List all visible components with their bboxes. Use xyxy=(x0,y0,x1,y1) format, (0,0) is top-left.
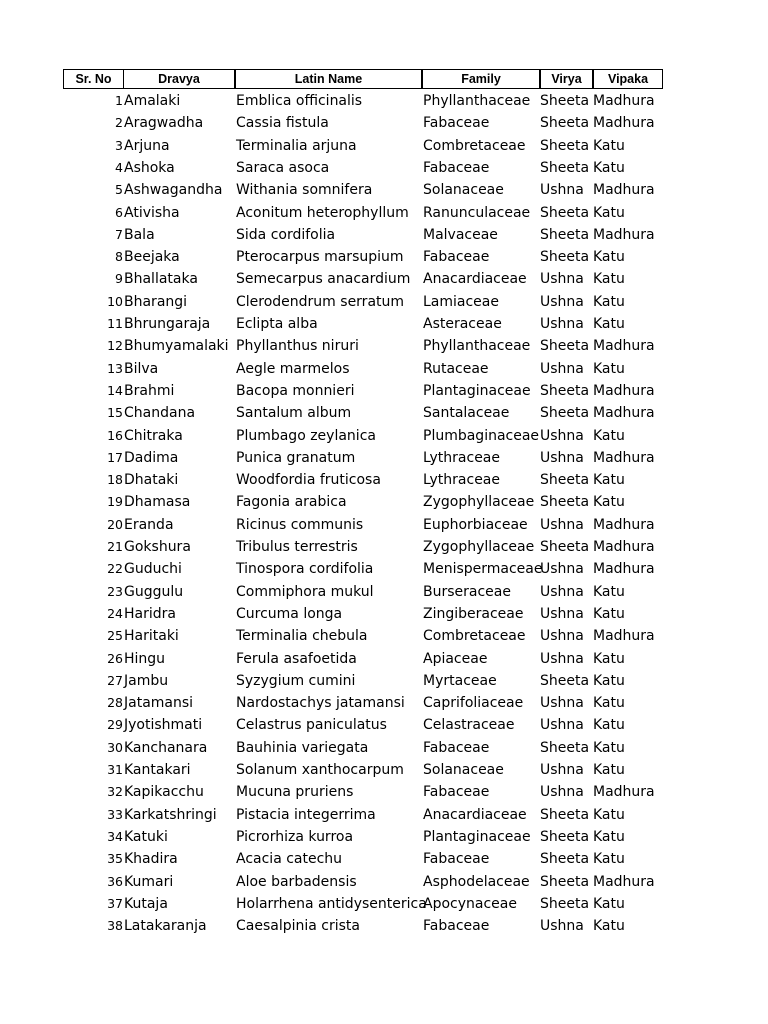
sr-no-cell: 36 xyxy=(107,873,123,889)
latin-name-cell: Woodfordia fruticosa xyxy=(236,472,381,489)
latin-name-cell: Fagonia arabica xyxy=(236,494,347,511)
latin-name-cell: Holarrhena antidysenterica xyxy=(236,895,427,912)
dravya-cell: Bhumyamalaki xyxy=(124,338,229,355)
dravya-cell: Katuki xyxy=(124,828,168,845)
table-row xyxy=(63,224,663,246)
vipaka-cell: Madhura xyxy=(593,784,655,801)
family-cell: Lythraceae xyxy=(423,449,500,466)
family-cell: Combretaceae xyxy=(423,137,526,154)
vipaka-cell: Madhura xyxy=(593,338,655,355)
sr-no-cell: 28 xyxy=(107,695,123,711)
family-cell: Zygophyllaceae xyxy=(423,494,535,511)
table-row xyxy=(63,402,663,424)
virya-cell: Sheeta xyxy=(540,828,590,845)
vipaka-cell: Katu xyxy=(593,204,625,221)
virya-cell: Ushna xyxy=(540,293,584,310)
vipaka-cell: Madhura xyxy=(593,226,655,243)
sr-no-cell: 3 xyxy=(115,137,123,153)
latin-name-cell: Plumbago zeylanica xyxy=(236,427,376,444)
latin-name-cell: Bauhinia variegata xyxy=(236,739,369,756)
header-sr-no: Sr. No xyxy=(63,69,124,89)
latin-name-cell: Terminalia arjuna xyxy=(236,137,357,154)
sr-no-cell: 26 xyxy=(107,650,123,666)
table-row xyxy=(63,915,663,937)
family-cell: Apiaceae xyxy=(423,650,488,667)
table-row xyxy=(63,246,663,268)
vipaka-cell: Madhura xyxy=(593,516,655,533)
sr-no-cell: 14 xyxy=(107,382,123,398)
family-cell: Fabaceae xyxy=(423,159,490,176)
latin-name-cell: Eclipta alba xyxy=(236,316,318,332)
table-row xyxy=(63,491,663,513)
dravya-cell: Khadira xyxy=(124,851,178,868)
sr-no-cell: 24 xyxy=(107,605,123,621)
vipaka-cell: Madhura xyxy=(593,182,655,199)
latin-name-cell: Sida cordifolia xyxy=(236,226,336,243)
table-row xyxy=(63,447,663,469)
table-row xyxy=(63,425,663,447)
family-cell: Malvaceae xyxy=(423,226,498,243)
latin-name-cell: Solanum xanthocarpum xyxy=(236,762,404,778)
vipaka-cell: Madhura xyxy=(593,405,655,422)
table-row xyxy=(63,380,663,402)
vipaka-cell: Madhura xyxy=(593,628,655,645)
family-cell: Fabaceae xyxy=(423,918,490,935)
sr-no-cell: 5 xyxy=(115,182,123,198)
table-row xyxy=(63,759,663,781)
virya-cell: Ushna xyxy=(540,583,584,600)
vipaka-cell: Katu xyxy=(593,472,625,489)
latin-name-cell: Santalum album xyxy=(236,405,352,422)
family-cell: Santalaceae xyxy=(423,405,510,422)
dravya-cell: Brahmi xyxy=(124,382,175,399)
virya-cell: Sheeta xyxy=(540,539,590,555)
virya-cell: Ushna xyxy=(540,650,584,667)
dravya-cell: Guduchi xyxy=(124,561,182,578)
virya-cell: Sheeta xyxy=(540,226,590,243)
virya-cell: Ushna xyxy=(540,695,584,712)
sr-no-cell: 30 xyxy=(107,739,123,755)
virya-cell: Ushna xyxy=(540,271,584,288)
virya-cell: Ushna xyxy=(540,427,584,444)
vipaka-cell: Katu xyxy=(593,895,625,912)
virya-cell: Ushna xyxy=(540,784,584,801)
vipaka-cell: Katu xyxy=(593,851,625,868)
dravya-cell: Jatamansi xyxy=(124,695,194,712)
sr-no-cell: 25 xyxy=(107,628,123,644)
header-virya: Virya xyxy=(540,69,593,89)
table-row xyxy=(63,848,663,870)
virya-cell: Sheeta xyxy=(540,494,590,511)
vipaka-cell: Katu xyxy=(593,271,625,288)
dravya-cell: Bhrungaraja xyxy=(124,316,211,332)
dravya-cell: Guggulu xyxy=(124,583,184,600)
family-cell: Fabaceae xyxy=(423,739,490,756)
virya-cell: Ushna xyxy=(540,182,584,199)
latin-name-cell: Celastrus paniculatus xyxy=(236,717,387,734)
virya-cell: Sheeta xyxy=(540,672,590,689)
sr-no-cell: 35 xyxy=(107,851,123,867)
family-cell: Menispermaceae xyxy=(423,561,543,578)
dravya-cell: Amalaki xyxy=(124,93,181,109)
vipaka-cell: Katu xyxy=(593,249,625,266)
family-cell: Zingiberaceae xyxy=(423,605,524,622)
sr-no-cell: 37 xyxy=(107,895,123,911)
virya-cell: Ushna xyxy=(540,918,584,935)
table-row xyxy=(63,781,663,803)
sr-no-cell: 7 xyxy=(115,226,123,242)
vipaka-cell: Madhura xyxy=(593,115,655,132)
table-row xyxy=(63,625,663,647)
virya-cell: Sheeta xyxy=(540,137,590,154)
vipaka-cell: Katu xyxy=(593,427,625,444)
family-cell: Asphodelaceae xyxy=(423,873,530,890)
table-row xyxy=(63,112,663,134)
table-row xyxy=(63,514,663,536)
vipaka-cell: Katu xyxy=(593,695,625,712)
dravya-cell: Ashoka xyxy=(124,159,175,176)
dravya-cell: Hingu xyxy=(124,650,166,667)
latin-name-cell: Picrorhiza kurroa xyxy=(236,828,354,845)
latin-name-cell: Tinospora cordifolia xyxy=(236,561,374,578)
sr-no-cell: 2 xyxy=(115,115,123,131)
family-cell: Anacardiaceae xyxy=(423,806,527,823)
latin-name-cell: Punica granatum xyxy=(236,449,356,466)
sr-no-cell: 33 xyxy=(107,806,123,822)
table-row xyxy=(63,536,663,558)
virya-cell: Sheeta xyxy=(540,338,590,355)
vipaka-cell: Katu xyxy=(593,672,625,689)
vipaka-cell: Katu xyxy=(593,739,625,756)
family-cell: Asteraceae xyxy=(423,316,502,332)
dravya-cell: Kutaja xyxy=(124,895,168,912)
vipaka-cell: Katu xyxy=(593,316,625,332)
virya-cell: Ushna xyxy=(540,628,584,645)
vipaka-cell: Madhura xyxy=(593,382,655,399)
table-row xyxy=(63,358,663,380)
vipaka-cell: Madhura xyxy=(593,561,655,578)
dravya-cell: Haritaki xyxy=(124,628,179,645)
dravya-cell: Beejaka xyxy=(124,249,180,266)
vipaka-cell: Katu xyxy=(593,605,625,622)
latin-name-cell: Mucuna pruriens xyxy=(236,784,354,801)
family-cell: Zygophyllaceae xyxy=(423,539,535,555)
table-row xyxy=(63,469,663,491)
latin-name-cell: Syzygium cumini xyxy=(236,672,356,689)
latin-name-cell: Bacopa monnieri xyxy=(236,382,355,399)
sr-no-cell: 31 xyxy=(107,762,123,777)
latin-name-cell: Curcuma longa xyxy=(236,605,343,622)
table-row xyxy=(63,714,663,736)
virya-cell: Sheeta xyxy=(540,806,590,823)
sr-no-cell: 27 xyxy=(107,672,123,688)
family-cell: Combretaceae xyxy=(423,628,526,645)
sr-no-cell: 19 xyxy=(107,494,123,510)
table-row xyxy=(63,871,663,893)
family-cell: Euphorbiaceae xyxy=(423,516,528,533)
dravya-cell: Kantakari xyxy=(124,762,191,778)
family-cell: Myrtaceae xyxy=(423,672,497,689)
sr-no-cell: 10 xyxy=(107,293,123,309)
table-row xyxy=(63,313,663,335)
table-row xyxy=(63,202,663,224)
dravya-cell: Dhataki xyxy=(124,472,179,489)
sr-no-cell: 22 xyxy=(107,561,123,577)
family-cell: Lythraceae xyxy=(423,472,500,489)
table-row xyxy=(63,135,663,157)
header-latin-name: Latin Name xyxy=(235,69,422,89)
sr-no-cell: 13 xyxy=(107,360,123,376)
table-row xyxy=(63,179,663,201)
dravya-cell: Jyotishmati xyxy=(124,717,203,734)
vipaka-cell: Katu xyxy=(593,650,625,667)
dravya-cell: Arjuna xyxy=(124,137,170,154)
latin-name-cell: Cassia fistula xyxy=(236,115,329,132)
table-row xyxy=(63,335,663,357)
family-cell: Plumbaginaceae xyxy=(423,427,540,444)
table-row xyxy=(63,291,663,313)
family-cell: Apocynaceae xyxy=(423,895,517,912)
family-cell: Celastraceae xyxy=(423,717,515,734)
family-cell: Solanaceae xyxy=(423,762,504,778)
virya-cell: Ushna xyxy=(540,605,584,622)
virya-cell: Ushna xyxy=(540,561,584,578)
table-row xyxy=(63,268,663,290)
latin-name-cell: Saraca asoca xyxy=(236,159,330,176)
sr-no-cell: 6 xyxy=(115,204,123,220)
sr-no-cell: 4 xyxy=(115,159,123,175)
virya-cell: Ushna xyxy=(540,316,584,332)
virya-cell: Sheeta xyxy=(540,472,590,489)
dravya-cell: Kanchanara xyxy=(124,739,208,756)
table-row xyxy=(63,603,663,625)
sr-no-cell: 20 xyxy=(107,516,123,532)
dravya-cell: Gokshura xyxy=(124,539,191,555)
latin-name-cell: Tribulus terrestris xyxy=(236,539,358,555)
header-vipaka: Vipaka xyxy=(593,69,663,89)
dravya-cell: Bala xyxy=(124,226,155,243)
virya-cell: Sheeta xyxy=(540,159,590,176)
latin-name-cell: Nardostachys jatamansi xyxy=(236,695,405,712)
sr-no-cell: 18 xyxy=(107,472,123,488)
sr-no-cell: 23 xyxy=(107,583,123,599)
family-cell: Ranunculaceae xyxy=(423,204,531,221)
sr-no-cell: 9 xyxy=(115,271,123,287)
family-cell: Fabaceae xyxy=(423,115,490,132)
vipaka-cell: Katu xyxy=(593,360,625,377)
vipaka-cell: Katu xyxy=(593,828,625,845)
virya-cell: Sheeta xyxy=(540,873,590,890)
dravya-cell: Haridra xyxy=(124,605,176,622)
sr-no-cell: 11 xyxy=(107,316,123,331)
vipaka-cell: Madhura xyxy=(593,449,655,466)
table-row xyxy=(63,558,663,580)
vipaka-cell: Katu xyxy=(593,717,625,734)
dravya-cell: Kapikacchu xyxy=(124,784,204,801)
dravya-cell: Ativisha xyxy=(124,204,180,221)
sr-no-cell: 15 xyxy=(107,405,123,421)
family-cell: Fabaceae xyxy=(423,851,490,868)
dravya-cell: Eranda xyxy=(124,516,174,533)
family-cell: Fabaceae xyxy=(423,249,490,266)
vipaka-cell: Katu xyxy=(593,806,625,823)
vipaka-cell: Katu xyxy=(593,137,625,154)
family-cell: Phyllanthaceae xyxy=(423,338,531,355)
sr-no-cell: 17 xyxy=(107,449,123,465)
virya-cell: Sheeta xyxy=(540,382,590,399)
sr-no-cell: 21 xyxy=(107,539,123,554)
sr-no-cell: 29 xyxy=(107,717,123,733)
header-dravya: Dravya xyxy=(123,69,235,89)
dravya-cell: Bharangi xyxy=(124,293,188,310)
table-row xyxy=(63,893,663,915)
sr-no-cell: 8 xyxy=(115,249,123,265)
virya-cell: Ushna xyxy=(540,762,584,778)
vipaka-cell: Madhura xyxy=(593,93,655,109)
virya-cell: Ushna xyxy=(540,360,584,377)
dravya-cell: Dhamasa xyxy=(124,494,191,511)
latin-name-cell: Phyllanthus niruri xyxy=(236,338,359,355)
family-cell: Burseraceae xyxy=(423,583,511,600)
virya-cell: Sheeta xyxy=(540,204,590,221)
dravya-cell: Dadima xyxy=(124,449,179,466)
virya-cell: Sheeta xyxy=(540,739,590,756)
family-cell: Solanaceae xyxy=(423,182,504,199)
table-row xyxy=(63,157,663,179)
table-row xyxy=(63,581,663,603)
vipaka-cell: Katu xyxy=(593,583,625,600)
dravya-cell: Latakaranja xyxy=(124,918,207,935)
family-cell: Fabaceae xyxy=(423,784,490,801)
virya-cell: Sheeta xyxy=(540,115,590,132)
table-row xyxy=(63,737,663,759)
vipaka-cell: Katu xyxy=(593,494,625,511)
vipaka-cell: Madhura xyxy=(593,539,655,555)
table-row xyxy=(63,670,663,692)
sr-no-cell: 12 xyxy=(107,338,123,354)
latin-name-cell: Pterocarpus marsupium xyxy=(236,249,404,266)
header-family: Family xyxy=(422,69,540,89)
latin-name-cell: Terminalia chebula xyxy=(236,628,368,645)
table-row xyxy=(63,648,663,670)
virya-cell: Ushna xyxy=(540,516,584,533)
dravya-cell: Kumari xyxy=(124,873,174,890)
latin-name-cell: Emblica officinalis xyxy=(236,93,363,109)
table-row xyxy=(63,90,663,112)
vipaka-cell: Katu xyxy=(593,918,625,935)
virya-cell: Sheeta xyxy=(540,405,590,422)
latin-name-cell: Aconitum heterophyllum xyxy=(236,204,409,221)
dravya-cell: Karkatshringi xyxy=(124,806,217,823)
dravya-cell: Bhallataka xyxy=(124,271,198,288)
latin-name-cell: Commiphora mukul xyxy=(236,583,374,600)
dravya-cell: Chandana xyxy=(124,405,196,422)
dravya-cell: Aragwadha xyxy=(124,115,204,132)
latin-name-cell: Acacia catechu xyxy=(236,851,343,868)
vipaka-cell: Katu xyxy=(593,762,625,778)
family-cell: Rutaceae xyxy=(423,360,489,377)
sr-no-cell: 32 xyxy=(107,784,123,800)
vipaka-cell: Madhura xyxy=(593,873,655,890)
sr-no-cell: 16 xyxy=(107,427,123,443)
latin-name-cell: Clerodendrum serratum xyxy=(236,293,405,310)
vipaka-cell: Katu xyxy=(593,293,625,310)
sr-no-cell: 38 xyxy=(107,918,123,934)
virya-cell: Sheeta xyxy=(540,249,590,266)
family-cell: Caprifoliaceae xyxy=(423,695,524,712)
latin-name-cell: Ricinus communis xyxy=(236,516,364,533)
virya-cell: Sheeta xyxy=(540,93,590,109)
dravya-cell: Jambu xyxy=(124,672,169,689)
dravya-cell: Bilva xyxy=(124,360,159,377)
family-cell: Phyllanthaceae xyxy=(423,93,531,109)
virya-cell: Ushna xyxy=(540,449,584,466)
family-cell: Anacardiaceae xyxy=(423,271,527,288)
vipaka-cell: Katu xyxy=(593,159,625,176)
latin-name-cell: Semecarpus anacardium xyxy=(236,271,411,288)
latin-name-cell: Aloe barbadensis xyxy=(236,873,357,890)
virya-cell: Ushna xyxy=(540,717,584,734)
table-row xyxy=(63,826,663,848)
latin-name-cell: Caesalpinia crista xyxy=(236,918,361,935)
sr-no-cell: 34 xyxy=(107,828,123,844)
family-cell: Plantaginaceae xyxy=(423,828,531,845)
table-row xyxy=(63,804,663,826)
virya-cell: Sheeta xyxy=(540,851,590,868)
dravya-cell: Ashwagandha xyxy=(124,182,223,199)
latin-name-cell: Withania somnifera xyxy=(236,182,373,199)
family-cell: Plantaginaceae xyxy=(423,382,531,399)
latin-name-cell: Aegle marmelos xyxy=(236,360,350,377)
dravya-cell: Chitraka xyxy=(124,427,183,444)
latin-name-cell: Pistacia integerrima xyxy=(236,806,376,823)
sr-no-cell: 1 xyxy=(115,93,123,108)
family-cell: Lamiaceae xyxy=(423,293,499,310)
virya-cell: Sheeta xyxy=(540,895,590,912)
latin-name-cell: Ferula asafoetida xyxy=(236,650,357,667)
table-row xyxy=(63,692,663,714)
